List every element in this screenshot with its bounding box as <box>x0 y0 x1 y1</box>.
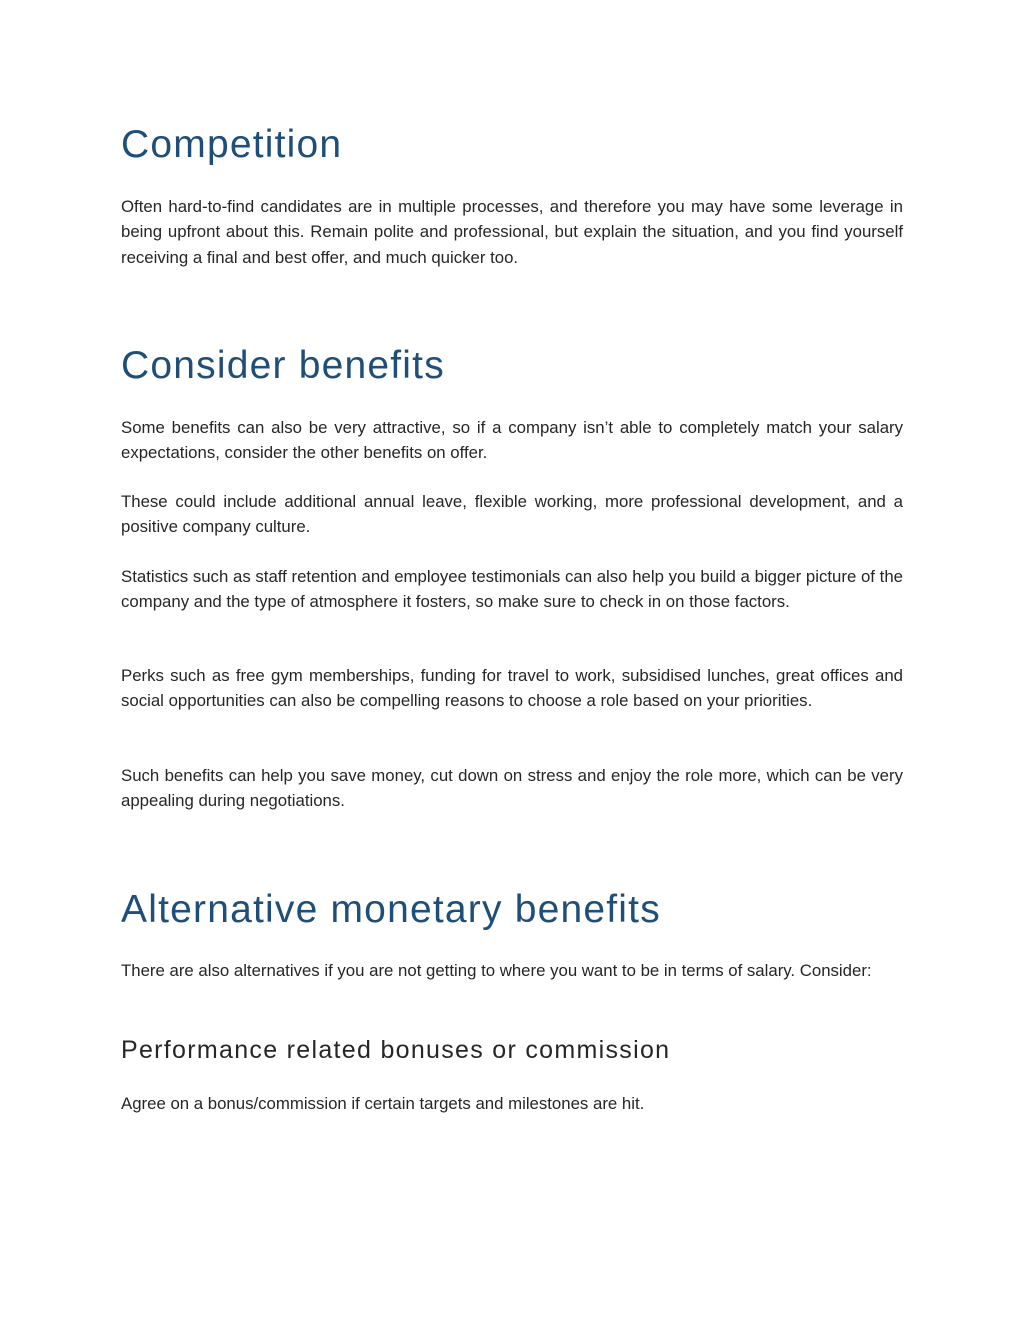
paragraph-performance-bonuses: Agree on a bonus/commission if certain targets and milestones are hit. <box>121 1094 645 1113</box>
paragraph-benefits-statistics: Statistics such as staff retention and employee testimonials can also help you build a bigger picture of the company and the type of atmosphere it fosters, so make sure to check in on those factors. <box>121 567 903 612</box>
heading-consider-benefits: Consider benefits <box>121 344 445 387</box>
paragraph-alternatives-intro: There are also alternatives if you are not getting to where you want to be in terms of salary. Consider: <box>121 961 872 980</box>
paragraph-benefits-summary: Such benefits can help you save money, cut down on stress and enjoy the role more, which can be very appealing during negotiations. <box>121 766 903 811</box>
paragraph-benefits-intro: Some benefits can also be very attractive, so if a company isn’t able to completely match your salary expectations, consider the other benefits on offer. <box>121 418 903 463</box>
subheading-performance-bonuses: Performance related bonuses or commission <box>121 1036 671 1064</box>
paragraph-benefits-examples: These could include additional annual leave, flexible working, more professional development, and a positive company culture. <box>121 492 903 537</box>
heading-alternative-monetary-benefits: Alternative monetary benefits <box>121 888 661 931</box>
paragraph-competition: Often hard-to-find candidates are in multiple processes, and therefore you may have some leverage in being upfront about this. Remain polite and professional, but explain the situation, and you find yourself receiving a final and best offer, and much quicker too. <box>121 197 903 267</box>
paragraph-benefits-perks: Perks such as free gym memberships, funding for travel to work, subsidised lunches, great offices and social opportunities can also be compelling reasons to choose a role based on your priorities. <box>121 666 903 711</box>
heading-competition: Competition <box>121 123 343 166</box>
